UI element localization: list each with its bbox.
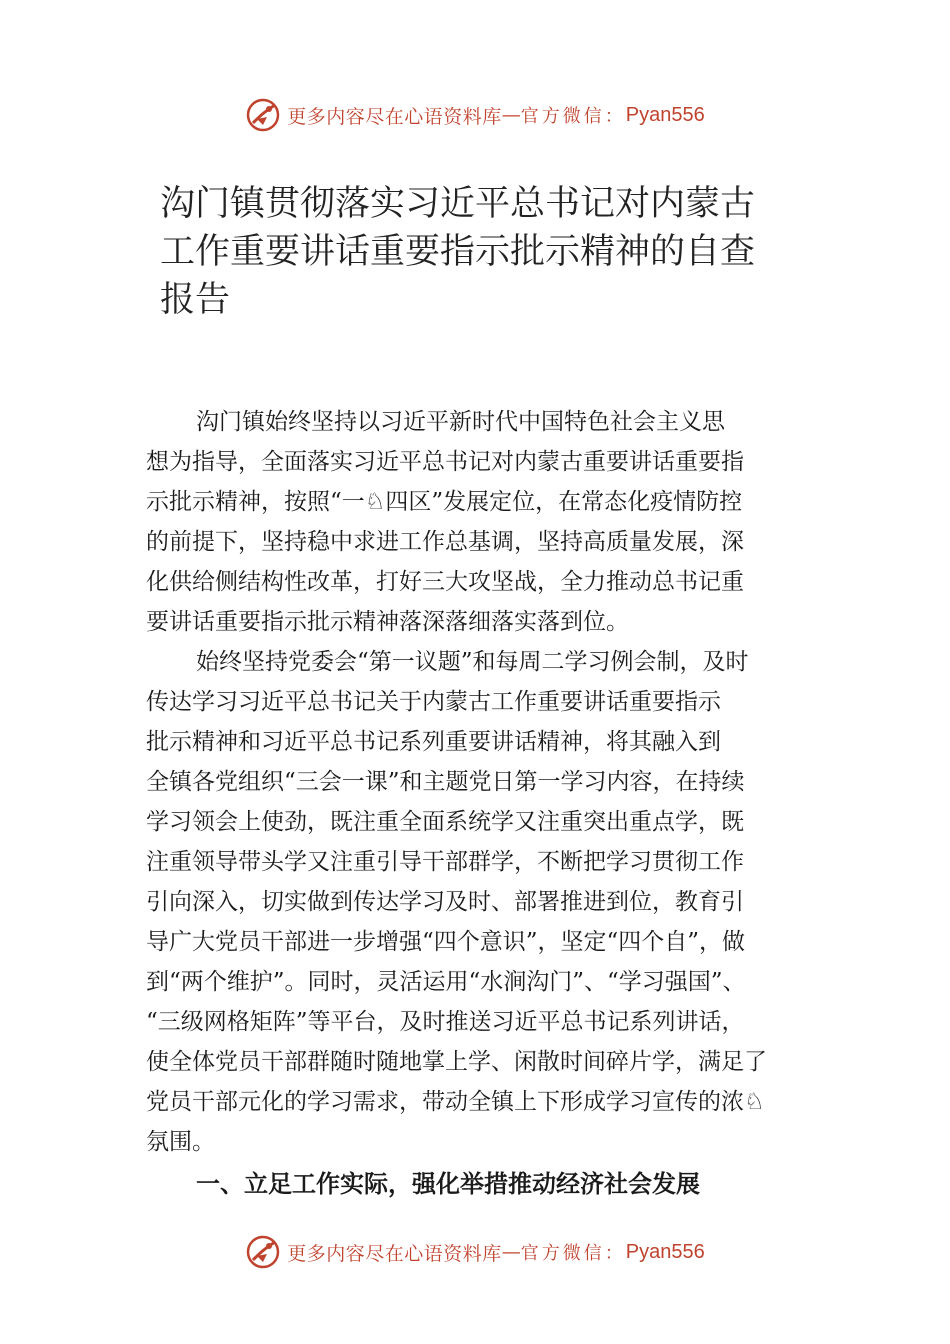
text-line: 传达学习习近平总书记关于内蒙古工作重要讲话重要指示	[146, 689, 721, 715]
title-line: 报告	[160, 280, 231, 320]
text-line: 化供给侧结构性改革，打好三大攻坚战，全力推动总书记重	[146, 569, 744, 595]
text-line: “三级网格矩阵”等平台，及时推送习近平总书记系列讲话，	[146, 1009, 745, 1035]
banner-wechat-label: 官方微信：	[520, 106, 626, 127]
banner-separator: —	[501, 104, 521, 126]
text-line: 党员干部元化的学习需求，带动全镇上下形成学习宣传的浓♘	[146, 1089, 765, 1115]
footer-banner	[0, 1232, 950, 1272]
text-line: 的前提下，坚持稳中求进工作总基调，坚持高质量发展，深	[146, 529, 744, 555]
logo-icon	[245, 1234, 281, 1270]
text-line: 引向深入，切实做到传达学习及时、部署推进到位，教育引	[146, 889, 744, 915]
logo-icon	[245, 97, 281, 133]
text-line: 示批示精神，按照“一♘四区”发展定位，在常态化疫情防控	[146, 489, 743, 515]
title-line: 沟门镇贯彻落实习近平总书记对内蒙古	[160, 184, 756, 224]
text-line: 想为指导，全面落实习近平总书记对内蒙古重要讲话重要指	[146, 449, 744, 475]
text-line: 到“两个维护”。同时，灵活运用“水涧沟门”、“学习强国”、	[146, 969, 746, 995]
text-line: 学习领会上使劲，既注重全面系统学又注重突出重点学，既	[146, 809, 744, 835]
banner-separator: —	[501, 1241, 521, 1263]
banner-wechat-label: 官方微信：	[520, 1243, 626, 1264]
banner-wechat-id: Pyan556	[625, 1240, 705, 1263]
paragraph-2	[146, 642, 806, 1162]
paragraph-1	[146, 402, 806, 642]
text-line: 沟门镇始终坚持以习近平新时代中国特色社会主义思	[196, 409, 725, 435]
section-heading: 一、立足工作实际，强化举措推动经济社会发展	[196, 1170, 700, 1198]
banner-wechat-id: Pyan556	[625, 103, 705, 126]
title-line: 工作重要讲话重要指示批示精神的自查	[160, 232, 756, 272]
text-line: 使全体党员干部群随时随地掌上学、闲散时间碎片学，满足了	[146, 1049, 767, 1075]
text-line: 导广大党员干部进一步增强“四个意识”，坚定“四个自”，做	[146, 929, 746, 955]
header-banner	[0, 95, 950, 135]
document-title	[160, 180, 800, 324]
text-line: 要讲话重要指示批示精神落深落细落实落到位。	[146, 609, 629, 635]
banner-text: 更多内容尽在心语资料库	[287, 1242, 502, 1265]
text-line: 注重领导带头学又注重引导干部群学，不断把学习贯彻工作	[146, 849, 744, 875]
banner-text: 更多内容尽在心语资料库	[287, 105, 502, 128]
text-line: 全镇各党组织“三会一课”和主题党日第一学习内容，在持续	[146, 769, 745, 795]
text-line: 始终坚持党委会“第一议题”和每周二学习例会制，及时	[196, 649, 749, 675]
text-line: 批示精神和习近平总书记系列重要讲话精神，将其融入到	[146, 729, 721, 755]
text-line: 氛围。	[146, 1129, 215, 1155]
